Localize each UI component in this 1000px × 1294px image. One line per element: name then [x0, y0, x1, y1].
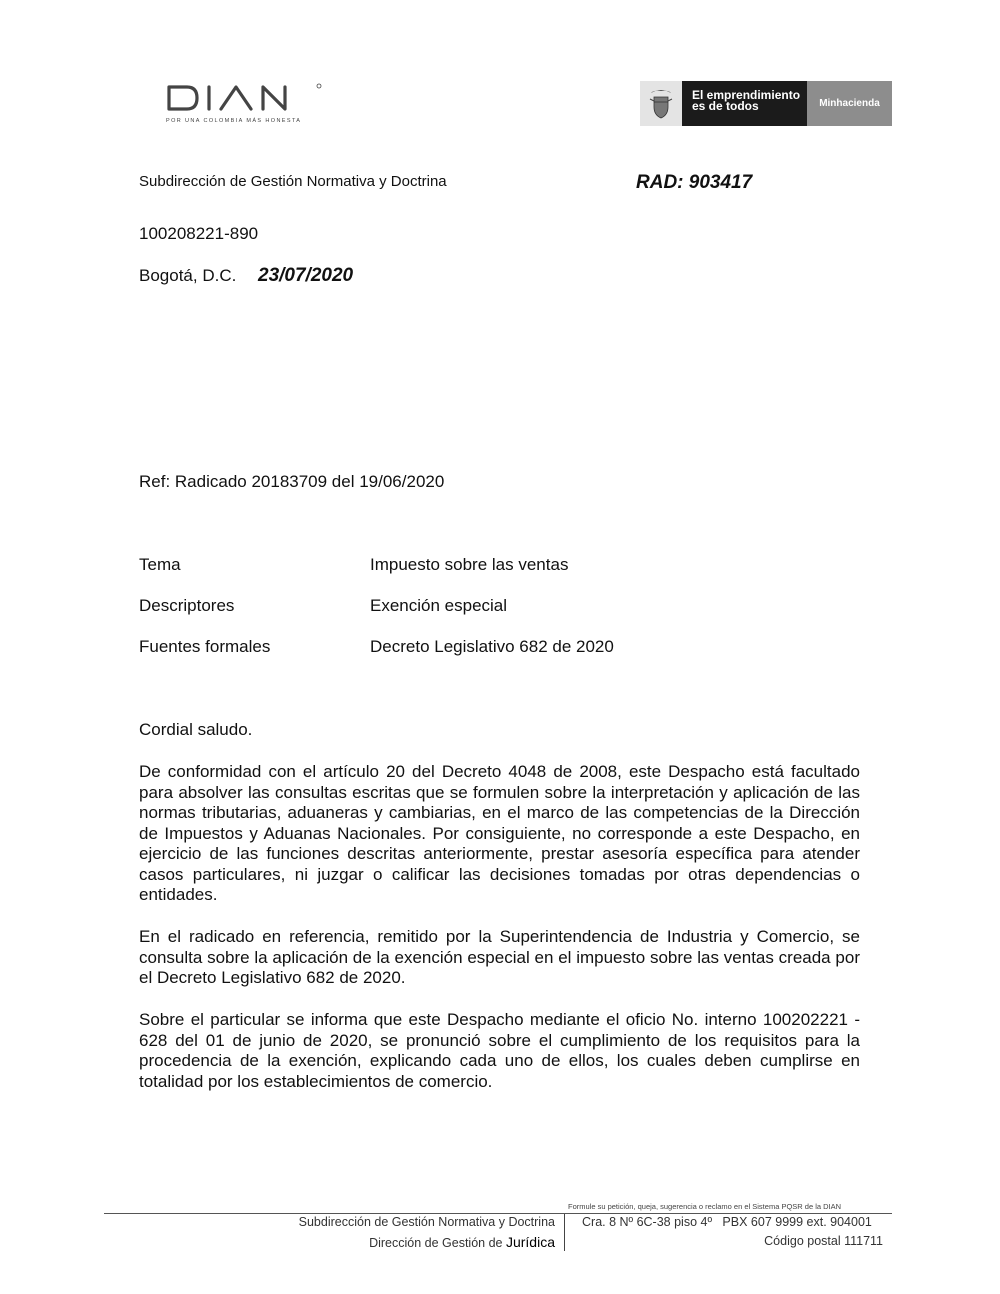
meta-label-tema: Tema: [139, 555, 181, 574]
paragraph: De conformidad con el artículo 20 del Decreto 4048 de 2008, este Despacho está facultado para absolver las consultas escritas que se formulen sobre la interpretación y aplicación de las normas tributarias, aduaneras y cambiarias, en el marco de las competencias de la Dirección de Impuestos y Aduanas Nacionales. Por consiguiente, no corresponde a este Despacho, en ejercicio de las funciones descritas anteriormente, prestar asesoría específica para atender casos particulares, ni juzgar o calificar las decisiones tomadas por otras dependencias o entidades.: [139, 762, 860, 904]
footer-address: Cra. 8 Nº 6C-38 piso 4º PBX 607 9999 ext. 904001: [582, 1215, 872, 1229]
gov-slogan-line2: es de todos: [692, 99, 759, 113]
footer-direction-prefix: Dirección de Gestión de: [369, 1236, 506, 1250]
paragraph: En el radicado en referencia, remitido por la Superintendencia de Industria y Comercio, se consulta sobre la aplicación de la exención especial en el impuesto sobre las ventas creada por el Decreto Legislativo 682 de 2020.: [139, 927, 860, 987]
meta-value-fuentes: Decreto Legislativo 682 de 2020: [370, 637, 614, 656]
footer-rule: [104, 1213, 892, 1214]
footer-postal-code: Código postal 111711: [764, 1234, 883, 1248]
greeting: Cordial saludo.: [139, 720, 253, 739]
footer-divider: [564, 1214, 565, 1251]
footer-direction-emph: Jurídica: [505, 1234, 555, 1250]
paragraph: Sobre el particular se informa que este Despacho mediante el oficio No. interno 100202221 - 628 del 01 de junio de 2020, se pronunció sobre el cumplimiento de los requisitos para la procedencia de la exención, explicando cada uno de ellos, los cuales deben cumplirse en totalidad por los establecimientos de comercio.: [139, 1010, 860, 1091]
gov-slogan: [682, 81, 807, 126]
city: Bogotá, D.C.: [139, 266, 237, 285]
government-banner: [640, 81, 892, 126]
footer-direction: [369, 1234, 555, 1250]
file-number: 100208221-890: [139, 224, 259, 243]
meta-value-tema: Impuesto sobre las ventas: [370, 555, 569, 574]
reference: Ref: Radicado 20183709 del 19/06/2020: [139, 472, 445, 491]
meta-label-descriptores: Descriptores: [139, 596, 235, 615]
meta-value-descriptores: Exención especial: [370, 596, 508, 615]
meta-label-fuentes: Fuentes formales: [139, 637, 271, 656]
gov-slogan-line1: El emprendimiento: [692, 88, 801, 102]
pqrs-note: Formule su petición, queja, sugerencia o reclamo en el Sistema PQSR de la DIAN: [568, 1202, 842, 1211]
rad-number: RAD: 903417: [636, 172, 753, 193]
logo-tagline: POR UNA COLOMBIA MÁS HONESTA: [166, 118, 302, 124]
letter-date: 23/07/2020: [258, 265, 354, 286]
office-name: Subdirección de Gestión Normativa y Doctrina: [139, 173, 447, 190]
footer-office: Subdirección de Gestión Normativa y Doctrina: [298, 1215, 555, 1229]
colombia-coat-of-arms-icon: [640, 81, 682, 126]
ministry-name: Minhacienda: [807, 81, 892, 126]
